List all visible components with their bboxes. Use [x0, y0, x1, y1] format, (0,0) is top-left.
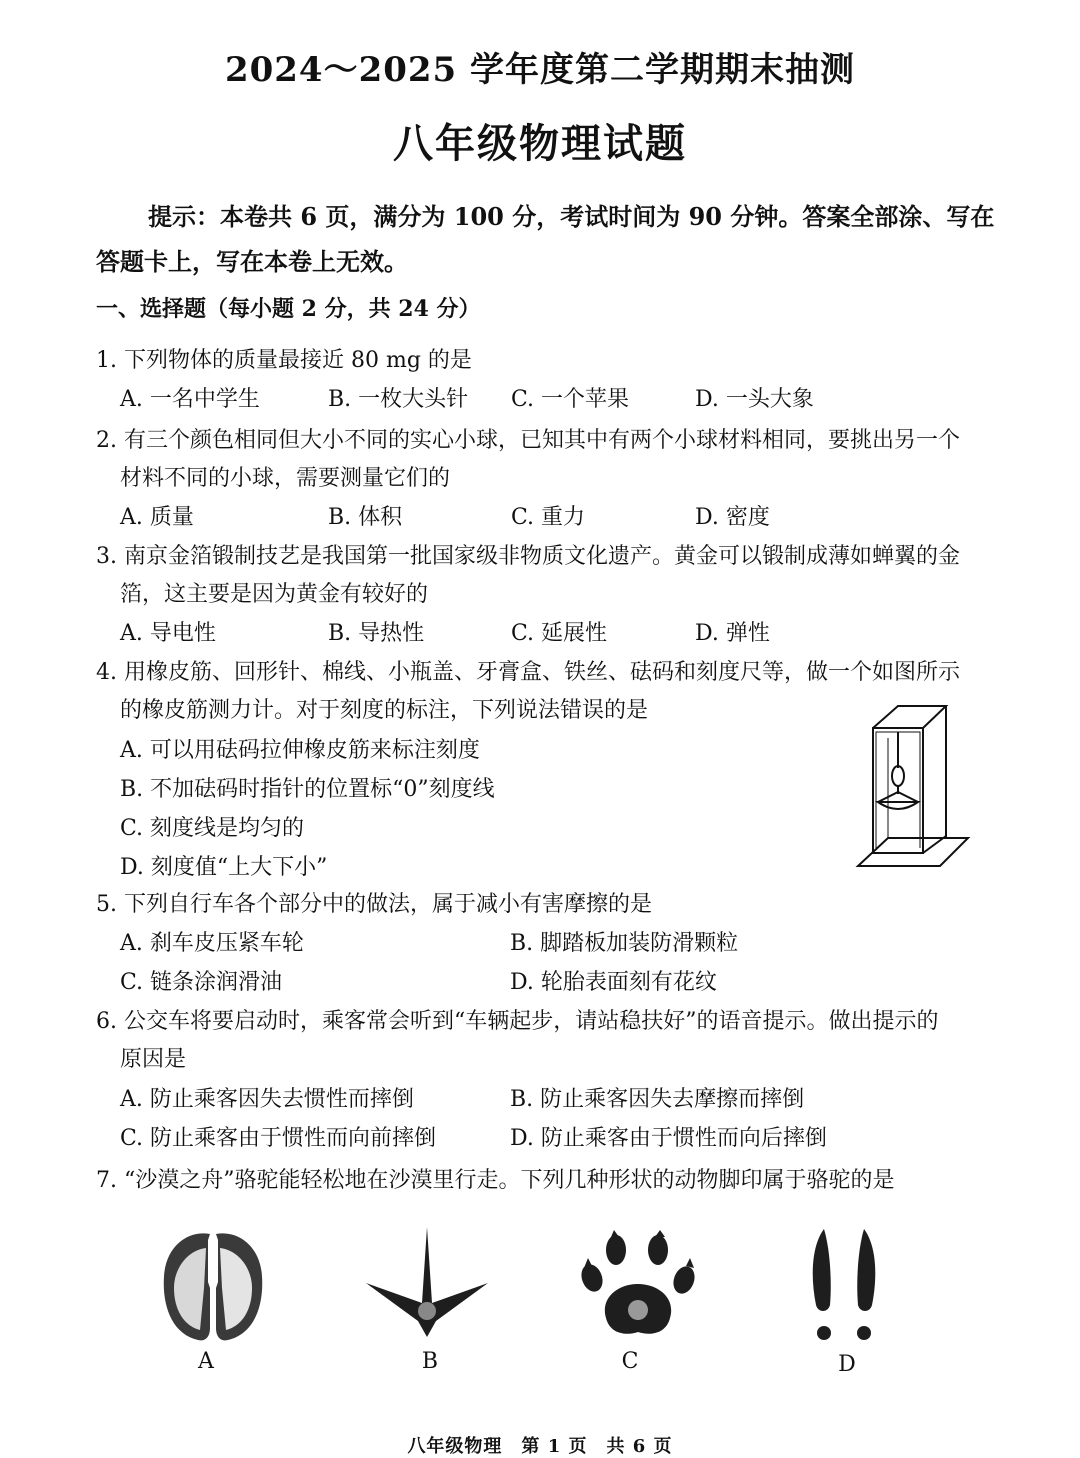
question-6 [96, 1003, 938, 1079]
question-stem: 4. 用橡皮筋、回形针、棉线、小瓶盖、牙膏盒、铁丝、砝码和刻度尺等，做一个如图所示 [96, 660, 960, 685]
option-d[interactable]: D. 刻度值“上大下小” [120, 855, 328, 880]
option-b[interactable]: B. 不加砝码时指针的位置标“0”刻度线 [120, 777, 495, 802]
option-c[interactable]: C. 延展性 [511, 621, 608, 646]
option-b[interactable]: B. 脚踏板加装防滑颗粒 [510, 931, 739, 956]
question-4 [96, 654, 960, 730]
option-d[interactable]: D. 弹性 [695, 621, 770, 646]
option-c[interactable]: C. 链条涂润滑油 [120, 970, 283, 995]
footprint-d-label: D [838, 1352, 856, 1377]
exam-title: 2024～2025 学年度第二学期期末抽测 [224, 50, 856, 90]
option-b[interactable]: B. 一枚大头针 [328, 387, 469, 412]
option-a[interactable]: A. 导电性 [120, 621, 216, 646]
footprint-c-paw-icon[interactable] [578, 1228, 700, 1340]
option-a[interactable]: A. 刹车皮压紧车轮 [120, 931, 304, 956]
question-3 [96, 538, 960, 614]
option-c[interactable]: C. 防止乘客由于惯性而向前摔倒 [120, 1126, 437, 1151]
option-b[interactable]: B. 防止乘客因失去摩擦而摔倒 [510, 1087, 805, 1112]
option-a[interactable]: A. 质量 [120, 505, 194, 530]
option-c[interactable]: C. 刻度线是均匀的 [120, 816, 305, 841]
question-4-options [120, 731, 495, 887]
exam-hint: 提示：本卷共 6 页，满分为 100 分，考试时间为 90 分钟。答案全部涂、写在答题卡上，写在本卷上无效。 [96, 202, 995, 276]
option-d[interactable]: D. 一头大象 [695, 387, 814, 412]
option-b[interactable]: B. 导热性 [328, 621, 425, 646]
footprint-a-label: A [198, 1349, 214, 1374]
footprint-b-label: B [421, 1349, 439, 1374]
option-a[interactable]: A. 可以用砝码拉伸橡皮筋来标注刻度 [120, 738, 480, 763]
question-stem: 2. 有三个颜色相同但大小不同的实心小球，已知其中有两个小球材料相同，要挑出另一个 [96, 428, 960, 453]
question-stem-continued: 箔，这主要是因为黄金有较好的 [120, 582, 429, 607]
question-1 [96, 342, 472, 380]
footprint-a-camel-icon[interactable] [158, 1228, 268, 1346]
rubber-band-dynamometer-figure [848, 698, 978, 876]
question-stem-continued: 材料不同的小球，需要测量它们的 [120, 466, 451, 491]
question-7 [96, 1162, 894, 1200]
question-stem: 6. 公交车将要启动时，乘客常会听到“车辆起步，请站稳扶好”的语音提示。做出提示的 [96, 1009, 939, 1034]
footprint-b-bird-icon[interactable] [360, 1225, 495, 1343]
option-a[interactable]: A. 一名中学生 [120, 387, 260, 412]
footprint-d-hoof-icon[interactable] [806, 1225, 882, 1345]
question-stem-continued: 的橡皮筋测力计。对于刻度的标注，下列说法错误的是 [120, 698, 649, 723]
option-a[interactable]: A. 防止乘客因失去惯性而摔倒 [120, 1087, 414, 1112]
question-stem-continued: 原因是 [120, 1047, 187, 1072]
question-2 [96, 422, 960, 498]
option-d[interactable]: D. 防止乘客由于惯性而向后摔倒 [510, 1126, 827, 1151]
question-stem: 3. 南京金箔锻制技艺是我国第一批国家级非物质文化遗产。黄金可以锻制成薄如蝉翼的金 [96, 544, 960, 569]
option-c[interactable]: C. 重力 [511, 505, 586, 530]
question-stem: 5. 下列自行车各个部分中的做法，属于减小有害摩擦的是 [96, 892, 652, 917]
question-stem: 7. “沙漠之舟”骆驼能轻松地在沙漠里行走。下列几种形状的动物脚印属于骆驼的是 [96, 1168, 895, 1193]
exam-subtitle: 八年级物理试题 [393, 120, 687, 167]
option-c[interactable]: C. 一个苹果 [511, 387, 630, 412]
question-stem: 1. 下列物体的质量最接近 80 mg 的是 [96, 348, 472, 373]
option-d[interactable]: D. 轮胎表面刻有花纹 [510, 970, 717, 995]
option-b[interactable]: B. 体积 [328, 505, 403, 530]
section-heading: 一、选择题（每小题 2 分，共 24 分） [96, 296, 481, 322]
option-d[interactable]: D. 密度 [695, 505, 770, 530]
question-5 [96, 886, 652, 924]
page-footer: 八年级物理 第 1 页 共 6 页 [407, 1436, 673, 1457]
footprint-c-label: C [621, 1349, 639, 1374]
